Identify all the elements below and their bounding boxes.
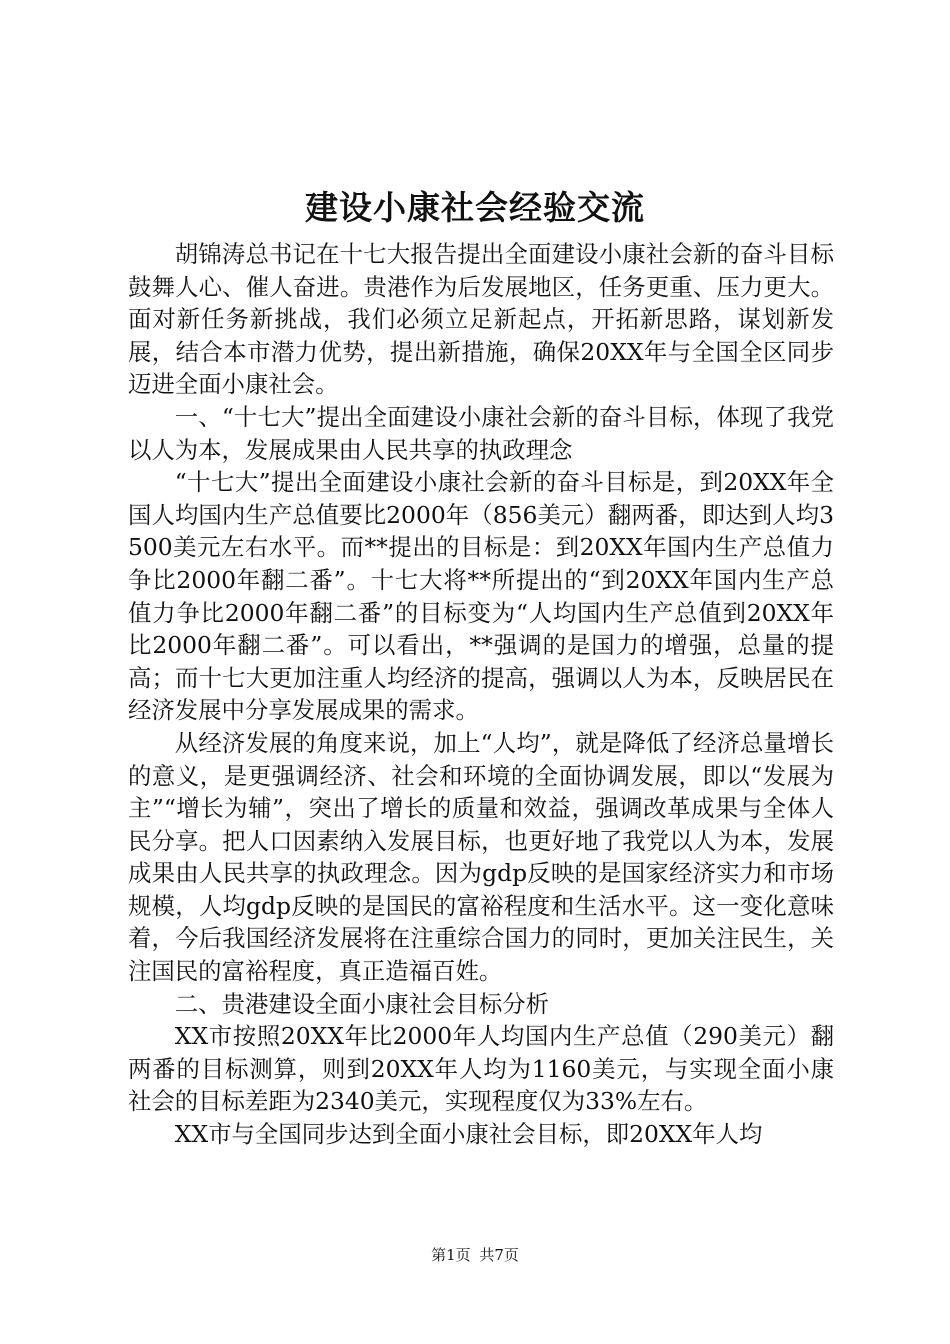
paragraph-goal: “十七大”提出全面建设小康社会新的奋斗目标是，到20XX年全国人均国内生产总值要比2000年（856美元）翻两番，即达到人均3500美元左右水平。而**提出的目标是：到20XX年国内生产总值力争比2000年翻二番”。十七大将**所提出的“到20XX年国内生产总值力争比2000年翻二番”的目标变为“人均国内生产总值到20XX年比2000年翻二番”。可以看出，**强调的是国力的增强，总量的提高；而十七大更加注重人均经济的提高，强调以人为本，反映居民在经济发展中分享发展成果的需求。	[128, 468, 834, 725]
document-body	[128, 238, 834, 1151]
paragraph-economy: 从经济发展的角度来说，加上“人均”，就是降低了经济总量增长的意义，是更强调经济、社会和环境的全面协调发展，即以“发展为主”“增长为辅”，突出了增长的质量和效益，强调改革成果与全体人民分享。把人口因素纳入发展目标，也更好地了我党以人为本，发展成果由人民共享的执政理念。因为gdp反映的是国家经济实力和市场规模，人均gdp反映的是国民的富裕程度和生活水平。这一变化意味着，今后我国经济发展将在注重综合国力的同时，更加关注民生，关注国民的富裕程度，真正造福百姓。	[128, 728, 834, 986]
document-title: 建设小康社会经验交流	[305, 188, 645, 227]
paragraph-analysis: XX市按照20XX年比2000年人均国内生产总值（290美元）翻两番的目标测算，则到20XX年人均为1160美元，与实现全面小康社会的目标差距为2340美元，实现程度仅为33%左右。	[128, 1022, 834, 1116]
paragraph-continued: XX市与全国同步达到全面小康社会目标，即20XX年人均	[174, 1120, 763, 1149]
page-total: 共7页	[479, 1246, 519, 1264]
page-footer	[0, 1245, 950, 1265]
section-heading-1: 一、“十七大”提出全面建设小康社会新的奋斗目标，体现了我党以人为本，发展成果由人民共享的执政理念	[128, 402, 834, 464]
page-number: 第1页	[431, 1246, 471, 1264]
section-heading-2: 二、贵港建设全面小康社会目标分析	[174, 989, 550, 1018]
paragraph-intro: 胡锦涛总书记在十七大报告提出全面建设小康社会新的奋斗目标鼓舞人心、催人奋进。贵港作为后发展地区，任务更重、压力更大。面对新任务新挑战，我们必须立足新起点，开拓新思路，谋划新发展，结合本市潜力优势，提出新措施，确保20XX年与全国全区同步迈进全面小康社会。	[128, 240, 834, 399]
